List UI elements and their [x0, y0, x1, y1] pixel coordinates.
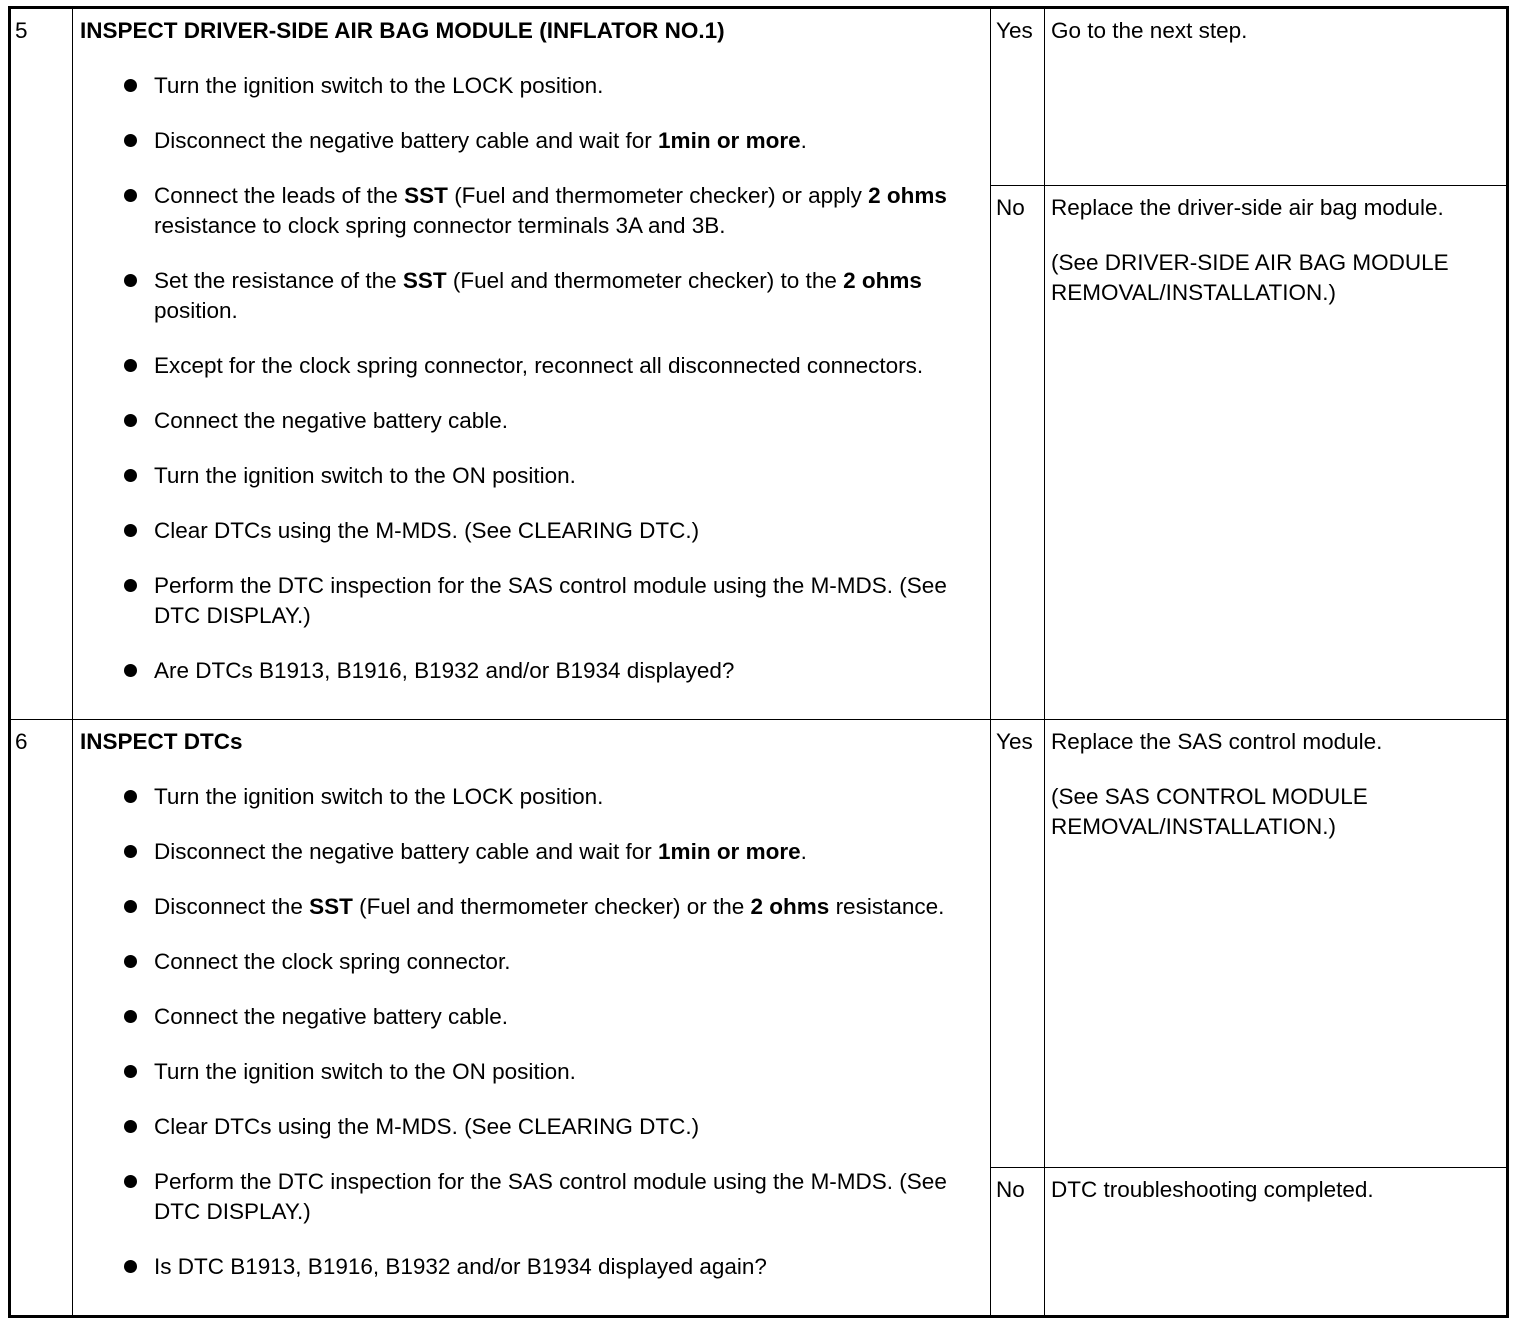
result-no: [1045, 1168, 1508, 1317]
step-title: INSPECT DRIVER-SIDE AIR BAG MODULE (INFLATOR NO.1): [80, 18, 725, 43]
instruction-item: Connect the negative battery cable.: [80, 1002, 990, 1032]
answer-yes: Yes: [991, 8, 1045, 186]
result-text: Replace the driver-side air bag module.: [1051, 195, 1444, 220]
step-body: [73, 8, 991, 720]
answer-no: No: [991, 1168, 1045, 1317]
instruction-item: Are DTCs B1913, B1916, B1932 and/or B1934 displayed?: [80, 656, 990, 686]
instruction-item: Clear DTCs using the M-MDS. (See CLEARING DTC.): [80, 1112, 990, 1142]
step-title: INSPECT DTCs: [80, 729, 243, 754]
instruction-item: Connect the negative battery cable.: [80, 406, 990, 436]
instruction-item: Turn the ignition switch to the LOCK position.: [80, 71, 990, 101]
troubleshooting-table: [8, 6, 1509, 1318]
step-number: 5: [10, 8, 73, 720]
instruction-item: Clear DTCs using the M-MDS. (See CLEARING DTC.): [80, 516, 990, 546]
result-text: (See DRIVER-SIDE AIR BAG MODULE REMOVAL/INSTALLATION.): [1051, 250, 1449, 305]
result-text: Go to the next step.: [1051, 18, 1248, 43]
answer-no: No: [991, 186, 1045, 720]
result-no: [1045, 186, 1508, 720]
instruction-item: Perform the DTC inspection for the SAS control module using the M-MDS. (See DTC DISPLAY.): [80, 1167, 990, 1227]
instruction-item: Connect the clock spring connector.: [80, 947, 990, 977]
step-instructions: [80, 71, 990, 686]
result-text: DTC troubleshooting completed.: [1051, 1177, 1374, 1202]
instruction-item: Disconnect the negative battery cable and wait for 1min or more.: [80, 126, 990, 156]
step-instructions: [80, 782, 990, 1282]
result-text: (See SAS CONTROL MODULE REMOVAL/INSTALLATION.): [1051, 784, 1368, 839]
step-body: [73, 720, 991, 1317]
instruction-item: Disconnect the negative battery cable and wait for 1min or more.: [80, 837, 990, 867]
instruction-item: Perform the DTC inspection for the SAS control module using the M-MDS. (See DTC DISPLAY.): [80, 571, 990, 631]
instruction-item: Turn the ignition switch to the LOCK position.: [80, 782, 990, 812]
instruction-item: Except for the clock spring connector, reconnect all disconnected connectors.: [80, 351, 990, 381]
instruction-item: Set the resistance of the SST (Fuel and thermometer checker) to the 2 ohms position.: [80, 266, 990, 326]
result-yes: [1045, 8, 1508, 186]
step-number: 6: [10, 720, 73, 1317]
instruction-item: Connect the leads of the SST (Fuel and thermometer checker) or apply 2 ohms resistance to clock spring connector terminals 3A and 3B.: [80, 181, 990, 241]
step-row-5: [10, 8, 1508, 186]
step-row-6: [10, 720, 1508, 1168]
instruction-item: Disconnect the SST (Fuel and thermometer checker) or the 2 ohms resistance.: [80, 892, 990, 922]
instruction-item: Turn the ignition switch to the ON position.: [80, 461, 990, 491]
result-text: Replace the SAS control module.: [1051, 729, 1383, 754]
answer-yes: Yes: [991, 720, 1045, 1168]
result-yes: [1045, 720, 1508, 1168]
instruction-item: Is DTC B1913, B1916, B1932 and/or B1934 displayed again?: [80, 1252, 990, 1282]
instruction-item: Turn the ignition switch to the ON position.: [80, 1057, 990, 1087]
